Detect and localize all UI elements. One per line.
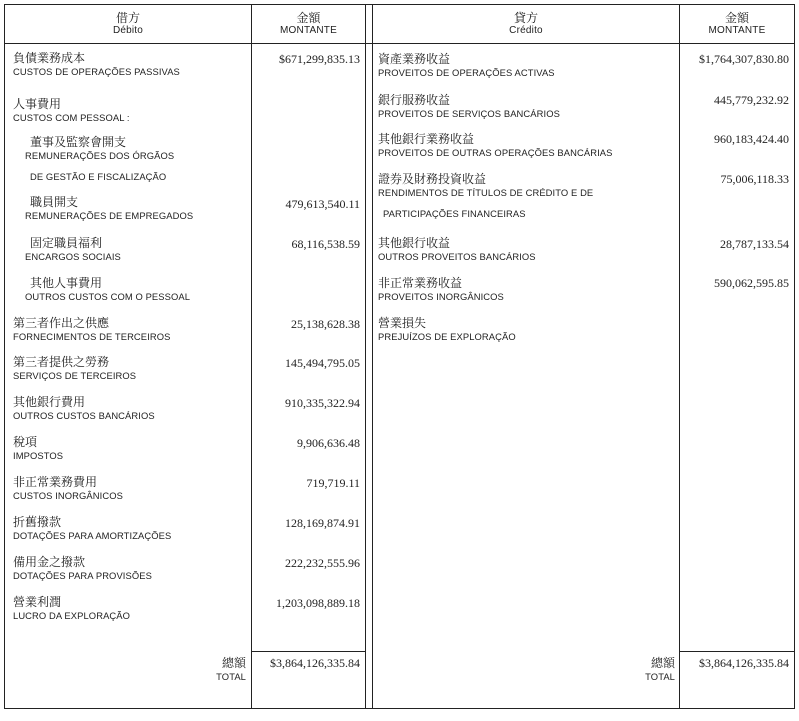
debit-item-label-pt: OUTROS CUSTOS COM O PESSOAL	[25, 291, 191, 302]
debit-item-label-zh: 職員開支	[30, 195, 79, 209]
credit-item-label-zh: 營業損失	[378, 316, 427, 330]
debit-item-label-pt: DOTAÇÕES PARA AMORTIZAÇÕES	[13, 530, 172, 541]
debit-item-label-zh: 非正常業務費用	[13, 475, 98, 489]
debit-item-label-zh: 營業利潤	[13, 595, 62, 609]
debit-item	[13, 97, 130, 124]
credit-amount: $1,764,307,830.80	[699, 52, 789, 66]
debit-item-label-zh: 董事及監察會開支	[30, 135, 127, 149]
debit-total-label	[216, 656, 246, 683]
debit-item-label-zh: 第三者提供之勞務	[13, 355, 110, 369]
credit-item-label-pt: PROVEITOS DE SERVIÇOS BANCÁRIOS	[378, 108, 560, 119]
debit-item-label-pt: REMUNERAÇÕES DE EMPREGADOS	[25, 210, 194, 221]
debit-item-label-pt: OUTROS CUSTOS BANCÁRIOS	[13, 410, 155, 421]
total-label-zh: 總額	[221, 656, 246, 670]
credit-item	[378, 236, 536, 263]
credit-item-label-zh: 銀行服務收益	[378, 93, 451, 107]
amount-header-pt: MONTANTE	[280, 25, 337, 36]
debit-item-label-pt: CUSTOS DE OPERAÇÕES PASSIVAS	[13, 66, 180, 77]
debit-amount: 25,138,628.38	[291, 317, 360, 331]
amount-header-zh: 金額	[724, 11, 749, 25]
debit-amount: 222,232,555.96	[285, 556, 360, 570]
debit-amount: 68,116,538.59	[291, 237, 360, 251]
debit-item	[25, 276, 190, 303]
credit-item	[378, 316, 516, 343]
debit-item-label-zh: 備用金之撥款	[13, 555, 86, 569]
credit-item	[378, 132, 613, 159]
credit-item-label-pt-cont: PARTICIPAÇÕES FINANCEIRAS	[383, 208, 526, 219]
total-divider	[679, 651, 794, 652]
credit-header-zh: 貸方	[513, 11, 538, 25]
debit-item	[13, 51, 180, 78]
debit-item-label-pt: CUSTOS COM PESSOAL :	[13, 112, 130, 123]
credit-item-label-zh: 資產業務收益	[378, 52, 451, 66]
credit-total-label	[645, 656, 675, 683]
debit-item	[25, 135, 174, 183]
debit-item-label-pt: ENCARGOS SOCIAIS	[25, 251, 121, 262]
debit-header-pt: Débito	[112, 25, 144, 36]
debit-item	[13, 355, 136, 382]
credit-item	[378, 172, 593, 220]
debit-item-label-zh: 其他銀行費用	[13, 395, 86, 409]
debit-item	[25, 195, 193, 222]
credit-item-label-pt: PROVEITOS DE OPERAÇÕES ACTIVAS	[378, 67, 555, 78]
debit-item-label-pt: REMUNERAÇÕES DOS ÓRGÃOS	[25, 150, 175, 161]
credit-item-label-zh: 非正常業務收益	[378, 276, 463, 290]
credit-amount-header	[680, 5, 794, 43]
debit-item-label-pt: FORNECIMENTOS DE TERCEIROS	[13, 331, 171, 342]
credit-item-label-pt: PREJUÍZOS DE EXPLORAÇÃO	[378, 331, 516, 342]
credit-item-label-zh: 其他銀行收益	[378, 236, 451, 250]
total-label-pt: TOTAL	[645, 671, 675, 682]
debit-item-label-pt: IMPOSTOS	[13, 450, 64, 461]
debit-amount: 9,906,636.48	[297, 436, 360, 450]
credit-item	[378, 276, 504, 303]
profit-loss-statement	[4, 4, 795, 709]
debit-item-label-pt: SERVIÇOS DE TERCEIROS	[13, 370, 137, 381]
debit-item-label-pt: LUCRO DA EXPLORAÇÃO	[13, 610, 131, 621]
debit-header-zh: 借方	[115, 11, 140, 25]
debit-item-label-zh: 負債業務成本	[13, 51, 86, 65]
credit-item-label-pt: PROVEITOS DE OUTRAS OPERAÇÕES BANCÁRIAS	[378, 147, 613, 158]
header-divider	[5, 43, 794, 44]
debit-amount: 719,719.11	[306, 476, 360, 490]
debit-amount-header	[252, 5, 365, 43]
credit-total-amount: $3,864,126,335.84	[699, 656, 789, 670]
debit-item-label-zh: 固定職員福利	[30, 236, 103, 250]
credit-item-label-zh: 其他銀行業務收益	[378, 132, 475, 146]
credit-item-label-zh: 證券及財務投資收益	[378, 172, 487, 186]
credit-header-pt: Crédito	[509, 25, 543, 36]
debit-item-label-zh: 其他人事費用	[30, 276, 103, 290]
debit-amount: 145,494,795.05	[285, 356, 360, 370]
credit-item	[378, 93, 560, 120]
credit-amount: 960,183,424.40	[714, 132, 789, 146]
total-label-zh: 總額	[650, 656, 675, 670]
amount-header-pt: MONTANTE	[708, 25, 766, 36]
debit-item	[13, 316, 170, 343]
debit-item	[13, 555, 152, 582]
amount-header-zh: 金額	[296, 11, 321, 25]
debit-header	[5, 5, 251, 43]
debit-amount: 1,203,098,889.18	[276, 596, 360, 610]
credit-amount: 28,787,133.54	[720, 237, 789, 251]
total-label-pt: TOTAL	[216, 671, 246, 682]
column-divider	[251, 5, 252, 708]
debit-amount: 479,613,540.11	[285, 197, 360, 211]
debit-amount: 128,169,874.91	[285, 516, 360, 530]
column-divider	[679, 5, 680, 708]
credit-item-label-pt: OUTROS PROVEITOS BANCÁRIOS	[378, 251, 536, 262]
debit-amount: $671,299,835.13	[279, 52, 360, 66]
debit-amount: 910,335,322.94	[285, 396, 360, 410]
credit-item-label-pt: RENDIMENTOS DE TÍTULOS DE CRÉDITO E DE	[378, 187, 594, 198]
credit-header	[373, 5, 679, 43]
debit-item-label-pt: DOTAÇÕES PARA PROVISÕES	[13, 570, 152, 581]
total-divider	[251, 651, 366, 652]
credit-item	[378, 52, 555, 79]
credit-amount: 590,062,595.85	[714, 276, 789, 290]
debit-item-label-pt: CUSTOS INORGÂNICOS	[13, 490, 123, 501]
credit-item-label-pt: PROVEITOS INORGÂNICOS	[378, 291, 504, 302]
debit-total-amount: $3,864,126,335.84	[270, 656, 360, 670]
debit-item	[25, 236, 121, 263]
debit-item	[13, 515, 171, 542]
debit-item	[13, 595, 130, 622]
debit-item-label-zh: 人事費用	[13, 97, 62, 111]
column-divider	[365, 5, 366, 708]
debit-item-label-zh: 第三者作出之供應	[13, 316, 110, 330]
debit-item	[13, 395, 155, 422]
debit-item	[13, 475, 123, 502]
credit-amount: 445,779,232.92	[714, 93, 789, 107]
debit-item	[13, 435, 63, 462]
debit-item-label-pt-cont: DE GESTÃO E FISCALIZAÇÃO	[30, 171, 167, 182]
debit-item-label-zh: 折舊撥款	[13, 515, 62, 529]
column-divider	[372, 5, 373, 708]
debit-item-label-zh: 稅項	[13, 435, 38, 449]
credit-amount: 75,006,118.33	[720, 172, 789, 186]
